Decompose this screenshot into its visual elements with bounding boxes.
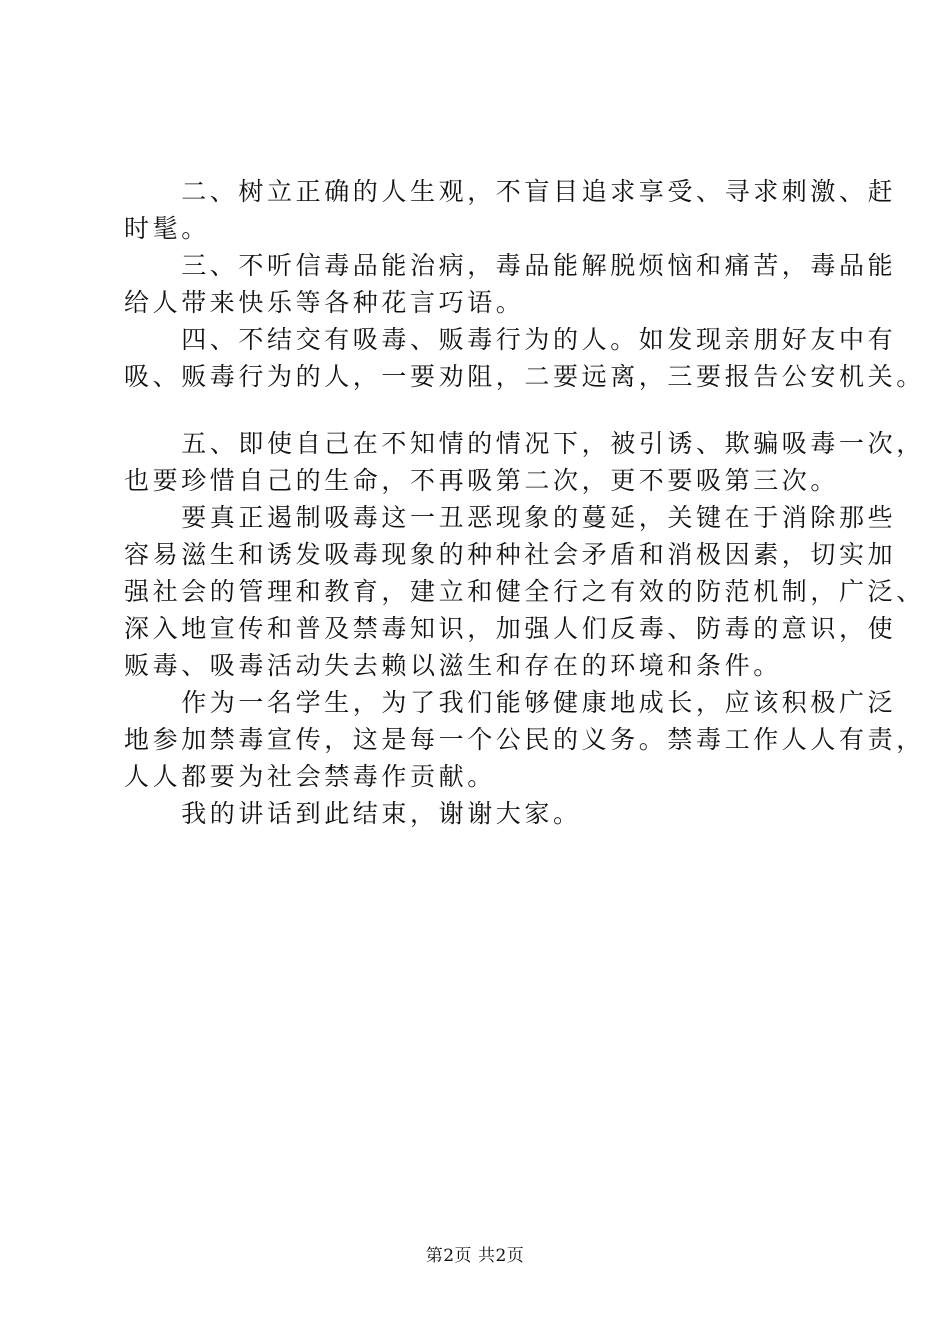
page-number-label: 第2页 共2页 [425, 1246, 525, 1266]
paragraph-gap [124, 395, 864, 425]
text-line: 给人带来快乐等各种花言巧语。 [124, 288, 525, 317]
text-line: 要真正遏制吸毒这一丑恶现象的蔓延，关键在于消除那些 [124, 503, 897, 532]
text-line: 我的讲话到此结束，谢谢大家。 [124, 799, 582, 828]
text-line: 强社会的管理和教育，建立和健全行之有效的防范机制，广泛、 [124, 577, 925, 606]
text-line: 三、不听信毒品能治病，毒品能解脱烦恼和痛苦，毒品能 [124, 251, 897, 280]
text-line: 五、即使自己在不知情的情况下，被引诱、欺骗吸毒一次， [124, 429, 925, 458]
body-text [124, 173, 925, 832]
text-line: 吸、贩毒行为的人，一要劝阻，二要远离，三要报告公安机关。 [124, 362, 925, 391]
text-line: 深入地宣传和普及禁毒知识，加强人们反毒、防毒的意识，使 [124, 614, 897, 643]
text-line: 贩毒、吸毒活动失去赖以滋生和存在的环境和条件。 [124, 651, 782, 680]
page-footer [0, 1245, 950, 1267]
text-line: 作为一名学生，为了我们能够健康地成长，应该积极广泛 [124, 688, 897, 717]
text-line: 也要珍惜自己的生命，不再吸第二次，更不要吸第三次。 [124, 466, 840, 495]
text-line: 四、不结交有吸毒、贩毒行为的人。如发现亲朋好友中有 [124, 325, 897, 354]
text-line: 容易滋生和诱发吸毒现象的种种社会矛盾和消极因素，切实加 [124, 540, 897, 569]
text-line: 二、树立正确的人生观，不盲目追求享受、寻求刺激、赶 [124, 177, 897, 206]
text-line: 地参加禁毒宣传，这是每一个公民的义务。禁毒工作人人有责， [124, 725, 925, 754]
text-line: 人人都要为社会禁毒作贡献。 [124, 762, 496, 791]
text-line: 时髦。 [124, 214, 210, 243]
